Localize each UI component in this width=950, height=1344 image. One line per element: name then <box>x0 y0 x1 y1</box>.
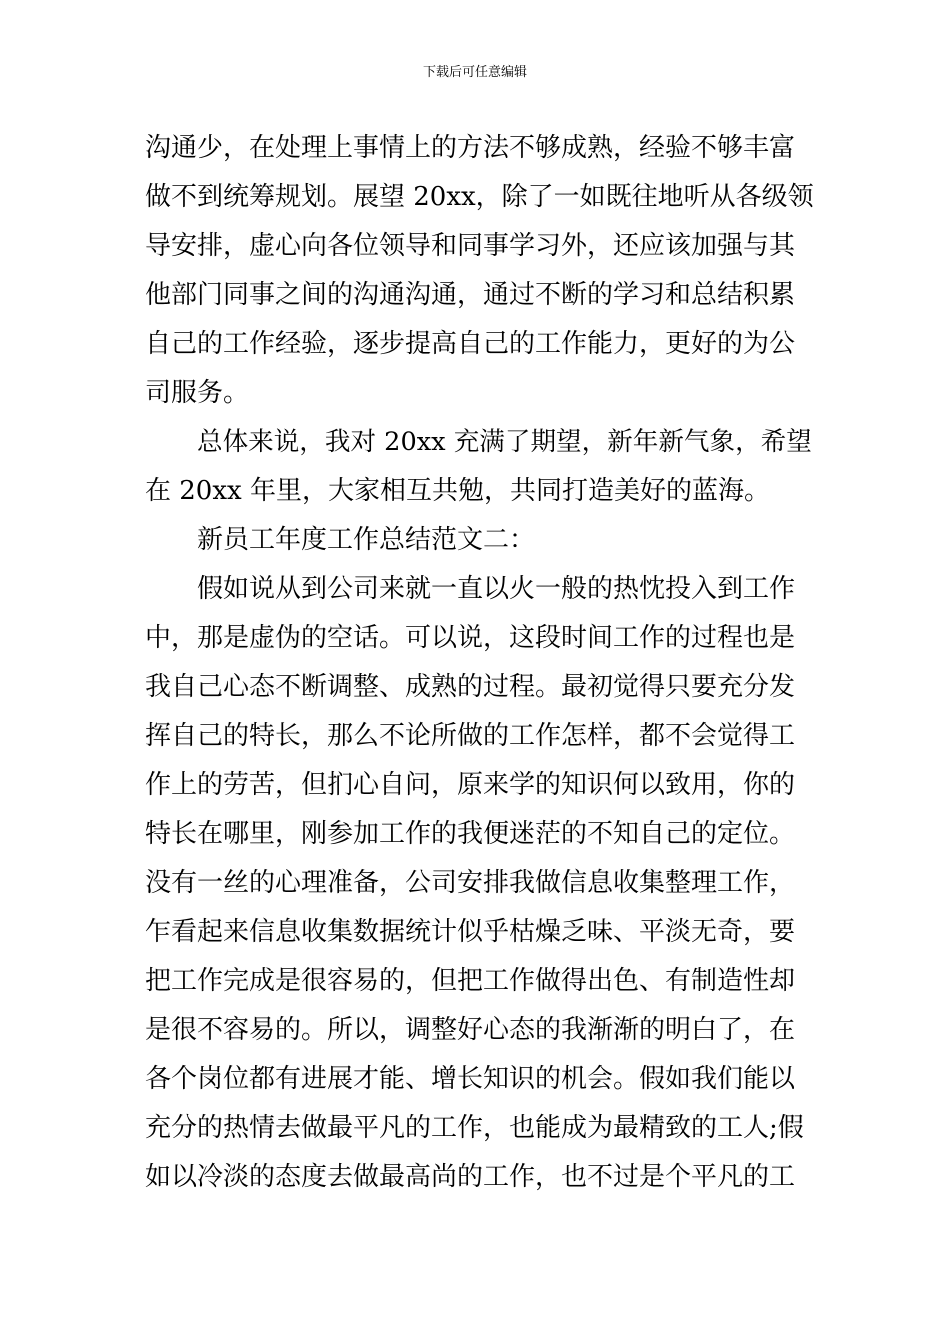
text-line: 导安排，虚心向各位领导和同事学习外，还应该加强与其 <box>145 231 796 261</box>
text-line: 做不到统筹规划。展望 20xx，除了一如既往地听从各级领 <box>145 182 814 212</box>
page-header-note: 下载后可任意编辑 <box>422 65 527 80</box>
text-line: 如以冷淡的态度去做最高尚的工作，也不过是个平凡的工 <box>145 1162 796 1192</box>
text-line: 特长在哪里，刚参加工作的我便迷茫的不知自己的定位。 <box>145 819 796 849</box>
text-line: 没有一丝的心理准备，公司安排我做信息收集整理工作， <box>145 868 796 898</box>
text-line: 我自己心态不断调整、成熟的过程。最初觉得只要充分发 <box>145 672 796 702</box>
text-line: 把工作完成是很容易的，但把工作做得出色、有制造性却 <box>145 966 796 996</box>
text-line: 充分的热情去做最平凡的工作，也能成为最精致的工人;假 <box>145 1113 804 1143</box>
text-line: 各个岗位都有进展才能、增长知识的机会。假如我们能以 <box>145 1064 796 1094</box>
text-line: 乍看起来信息收集数据统计似乎枯燥乏味、平淡无奇，要 <box>145 917 796 947</box>
text-line: 中，那是虚伪的空话。可以说，这段时间工作的过程也是 <box>145 623 796 653</box>
paragraph-first-line: 假如说从到公司来就一直以火一般的热忱投入到工作 <box>197 574 796 604</box>
text-line: 在 20xx 年里，大家相互共勉，共同打造美好的蓝海。 <box>145 476 770 506</box>
text-line: 作上的劳苦，但扪心自问，原来学的知识何以致用，你的 <box>145 770 796 800</box>
text-line: 司服务。 <box>145 378 250 408</box>
text-line: 他部门同事之间的沟通沟通，通过不断的学习和总结积累 <box>145 280 796 310</box>
paragraph-first-line: 总体来说，我对 20xx 充满了期望，新年新气象，希望 <box>197 427 812 457</box>
text-line: 沟通少，在处理上事情上的方法不够成熟，经验不够丰富 <box>145 133 796 163</box>
text-line: 挥自己的特长，那么不论所做的工作怎样，都不会觉得工 <box>145 721 796 751</box>
text-line: 是很不容易的。所以，调整好心态的我渐渐的明白了，在 <box>145 1015 796 1045</box>
document-body <box>145 124 815 1202</box>
section-heading: 新员工年度工作总结范文二： <box>197 525 536 555</box>
text-line: 自己的工作经验，逐步提高自己的工作能力，更好的为公 <box>145 329 796 359</box>
